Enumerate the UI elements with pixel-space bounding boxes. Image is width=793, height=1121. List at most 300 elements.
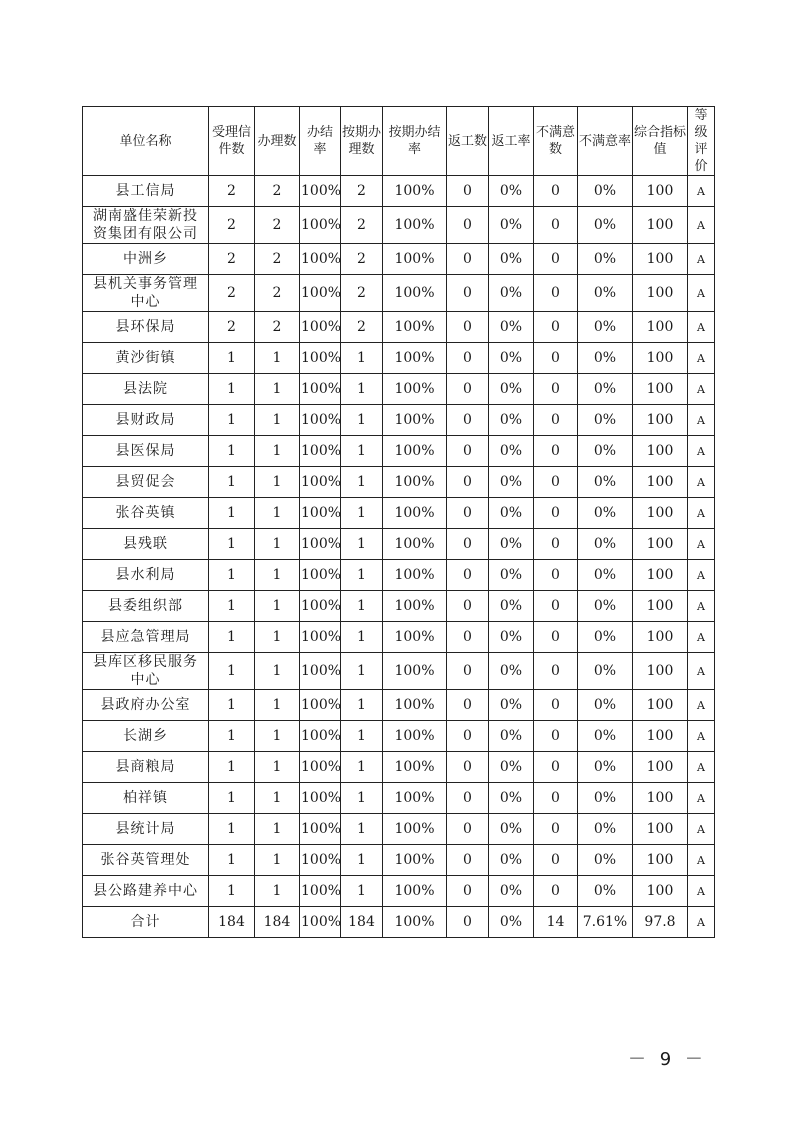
cell-rework-rate: 0% — [489, 529, 534, 560]
cell-grade: A — [688, 845, 715, 876]
cell-handled: 1 — [255, 436, 300, 467]
table-body — [83, 176, 715, 938]
cell-rework-rate: 0% — [489, 622, 534, 653]
header-row — [83, 107, 715, 176]
cell-on-time-count: 2 — [341, 176, 383, 207]
header-rework-count: 返工数 — [447, 107, 489, 176]
cell-unit-name: 柏祥镇 — [83, 783, 209, 814]
cell-handled: 1 — [255, 783, 300, 814]
cell-on-time-count: 1 — [341, 467, 383, 498]
cell-rework-count: 0 — [447, 814, 489, 845]
cell-rework-count: 0 — [447, 374, 489, 405]
cell-grade: A — [688, 783, 715, 814]
cell-received: 2 — [209, 207, 255, 244]
cell-rework-count: 0 — [447, 752, 489, 783]
cell-dissatisfied-count: 0 — [534, 207, 578, 244]
cell-rework-rate: 0% — [489, 498, 534, 529]
table-row — [83, 653, 715, 690]
cell-handled: 1 — [255, 560, 300, 591]
header-dissatisfied-count: 不满意数 — [534, 107, 578, 176]
cell-dissatisfied-rate: 0% — [578, 467, 633, 498]
cell-completion-rate: 100% — [300, 560, 341, 591]
cell-dissatisfied-rate: 0% — [578, 591, 633, 622]
table-row — [83, 876, 715, 907]
cell-unit-name: 县医保局 — [83, 436, 209, 467]
cell-unit-name: 合计 — [83, 907, 209, 938]
cell-dissatisfied-count: 0 — [534, 343, 578, 374]
cell-received: 1 — [209, 498, 255, 529]
cell-rework-count: 0 — [447, 560, 489, 591]
cell-on-time-rate: 100% — [383, 783, 447, 814]
cell-dissatisfied-count: 0 — [534, 653, 578, 690]
cell-rework-rate: 0% — [489, 343, 534, 374]
cell-dissatisfied-rate: 0% — [578, 405, 633, 436]
cell-on-time-rate: 100% — [383, 275, 447, 312]
cell-completion-rate: 100% — [300, 653, 341, 690]
cell-dissatisfied-count: 0 — [534, 721, 578, 752]
cell-composite-index: 100 — [633, 721, 688, 752]
cell-dissatisfied-rate: 0% — [578, 752, 633, 783]
table-row — [83, 207, 715, 244]
cell-unit-name: 县政府办公室 — [83, 690, 209, 721]
cell-on-time-count: 1 — [341, 653, 383, 690]
cell-rework-rate: 0% — [489, 591, 534, 622]
cell-rework-count: 0 — [447, 845, 489, 876]
cell-unit-name: 县机关事务管理中心 — [83, 275, 209, 312]
cell-composite-index: 100 — [633, 591, 688, 622]
cell-dissatisfied-rate: 0% — [578, 275, 633, 312]
cell-dissatisfied-count: 0 — [534, 529, 578, 560]
cell-rework-rate: 0% — [489, 814, 534, 845]
cell-dissatisfied-rate: 0% — [578, 374, 633, 405]
cell-rework-rate: 0% — [489, 845, 534, 876]
cell-received: 1 — [209, 876, 255, 907]
cell-received: 1 — [209, 436, 255, 467]
cell-grade: A — [688, 721, 715, 752]
cell-unit-name: 县财政局 — [83, 405, 209, 436]
cell-handled: 1 — [255, 529, 300, 560]
cell-received: 1 — [209, 405, 255, 436]
cell-completion-rate: 100% — [300, 436, 341, 467]
cell-dissatisfied-count: 0 — [534, 275, 578, 312]
cell-on-time-count: 1 — [341, 783, 383, 814]
cell-dissatisfied-rate: 0% — [578, 560, 633, 591]
cell-received: 2 — [209, 312, 255, 343]
cell-grade: A — [688, 374, 715, 405]
cell-handled: 2 — [255, 207, 300, 244]
cell-grade: A — [688, 690, 715, 721]
cell-dissatisfied-count: 0 — [534, 374, 578, 405]
cell-dissatisfied-rate: 0% — [578, 176, 633, 207]
cell-composite-index: 100 — [633, 690, 688, 721]
cell-rework-rate: 0% — [489, 405, 534, 436]
cell-on-time-count: 184 — [341, 907, 383, 938]
cell-on-time-rate: 100% — [383, 498, 447, 529]
cell-completion-rate: 100% — [300, 721, 341, 752]
cell-on-time-rate: 100% — [383, 207, 447, 244]
table-row — [83, 498, 715, 529]
cell-rework-count: 0 — [447, 405, 489, 436]
cell-completion-rate: 100% — [300, 374, 341, 405]
cell-received: 1 — [209, 752, 255, 783]
cell-rework-rate: 0% — [489, 244, 534, 275]
cell-rework-count: 0 — [447, 436, 489, 467]
cell-handled: 2 — [255, 176, 300, 207]
cell-on-time-rate: 100% — [383, 653, 447, 690]
cell-grade: A — [688, 752, 715, 783]
cell-completion-rate: 100% — [300, 343, 341, 374]
cell-dissatisfied-rate: 0% — [578, 814, 633, 845]
cell-on-time-rate: 100% — [383, 405, 447, 436]
cell-on-time-rate: 100% — [383, 622, 447, 653]
cell-grade: A — [688, 591, 715, 622]
table-row — [83, 176, 715, 207]
cell-dissatisfied-count: 0 — [534, 783, 578, 814]
cell-rework-count: 0 — [447, 312, 489, 343]
cell-completion-rate: 100% — [300, 622, 341, 653]
cell-on-time-count: 1 — [341, 752, 383, 783]
cell-grade: A — [688, 312, 715, 343]
cell-rework-rate: 0% — [489, 560, 534, 591]
cell-on-time-rate: 100% — [383, 436, 447, 467]
cell-dissatisfied-rate: 0% — [578, 783, 633, 814]
cell-rework-count: 0 — [447, 876, 489, 907]
cell-on-time-count: 1 — [341, 436, 383, 467]
cell-completion-rate: 100% — [300, 207, 341, 244]
cell-dissatisfied-rate: 7.61% — [578, 907, 633, 938]
cell-rework-count: 0 — [447, 498, 489, 529]
cell-on-time-count: 1 — [341, 845, 383, 876]
cell-dissatisfied-rate: 0% — [578, 244, 633, 275]
cell-on-time-rate: 100% — [383, 176, 447, 207]
header-completion-rate: 办结率 — [300, 107, 341, 176]
cell-handled: 1 — [255, 374, 300, 405]
cell-received: 1 — [209, 783, 255, 814]
cell-composite-index: 100 — [633, 374, 688, 405]
table-row — [83, 529, 715, 560]
cell-unit-name: 县公路建养中心 — [83, 876, 209, 907]
cell-handled: 2 — [255, 244, 300, 275]
cell-on-time-rate: 100% — [383, 752, 447, 783]
cell-on-time-rate: 100% — [383, 312, 447, 343]
table-row — [83, 845, 715, 876]
cell-completion-rate: 100% — [300, 529, 341, 560]
cell-rework-rate: 0% — [489, 907, 534, 938]
cell-dissatisfied-rate: 0% — [578, 343, 633, 374]
cell-unit-name: 县残联 — [83, 529, 209, 560]
cell-dissatisfied-count: 0 — [534, 436, 578, 467]
cell-received: 1 — [209, 622, 255, 653]
cell-unit-name: 黄沙街镇 — [83, 343, 209, 374]
cell-handled: 1 — [255, 591, 300, 622]
cell-composite-index: 100 — [633, 560, 688, 591]
cell-completion-rate: 100% — [300, 498, 341, 529]
cell-received: 1 — [209, 560, 255, 591]
cell-on-time-rate: 100% — [383, 467, 447, 498]
cell-rework-rate: 0% — [489, 653, 534, 690]
cell-grade: A — [688, 176, 715, 207]
cell-rework-count: 0 — [447, 721, 489, 752]
cell-grade: A — [688, 814, 715, 845]
cell-dissatisfied-count: 0 — [534, 312, 578, 343]
cell-composite-index: 100 — [633, 752, 688, 783]
header-rework-rate: 返工率 — [489, 107, 534, 176]
cell-rework-count: 0 — [447, 783, 489, 814]
cell-completion-rate: 100% — [300, 591, 341, 622]
cell-on-time-count: 2 — [341, 244, 383, 275]
cell-received: 2 — [209, 275, 255, 312]
cell-composite-index: 100 — [633, 275, 688, 312]
cell-rework-rate: 0% — [489, 436, 534, 467]
cell-rework-rate: 0% — [489, 275, 534, 312]
cell-received: 1 — [209, 653, 255, 690]
cell-composite-index: 100 — [633, 244, 688, 275]
cell-dissatisfied-rate: 0% — [578, 312, 633, 343]
cell-received: 1 — [209, 374, 255, 405]
cell-completion-rate: 100% — [300, 312, 341, 343]
table-row — [83, 312, 715, 343]
cell-dissatisfied-count: 0 — [534, 498, 578, 529]
cell-on-time-count: 1 — [341, 591, 383, 622]
cell-dissatisfied-rate: 0% — [578, 653, 633, 690]
table-row — [83, 244, 715, 275]
cell-grade: A — [688, 622, 715, 653]
cell-unit-name: 县库区移民服务中心 — [83, 653, 209, 690]
table-row — [83, 275, 715, 312]
cell-on-time-rate: 100% — [383, 814, 447, 845]
header-handled: 办理数 — [255, 107, 300, 176]
cell-handled: 1 — [255, 845, 300, 876]
cell-dissatisfied-count: 0 — [534, 876, 578, 907]
cell-dissatisfied-rate: 0% — [578, 690, 633, 721]
cell-rework-rate: 0% — [489, 752, 534, 783]
table-row — [83, 783, 715, 814]
cell-received: 1 — [209, 591, 255, 622]
cell-handled: 2 — [255, 275, 300, 312]
cell-received: 2 — [209, 244, 255, 275]
cell-received: 184 — [209, 907, 255, 938]
cell-on-time-count: 1 — [341, 374, 383, 405]
cell-composite-index: 100 — [633, 343, 688, 374]
header-on-time-count: 按期办理数 — [341, 107, 383, 176]
cell-on-time-rate: 100% — [383, 560, 447, 591]
cell-dissatisfied-count: 0 — [534, 560, 578, 591]
cell-handled: 1 — [255, 752, 300, 783]
cell-dissatisfied-count: 0 — [534, 752, 578, 783]
cell-handled: 184 — [255, 907, 300, 938]
cell-received: 1 — [209, 845, 255, 876]
cell-on-time-count: 1 — [341, 560, 383, 591]
cell-rework-rate: 0% — [489, 312, 534, 343]
cell-rework-rate: 0% — [489, 176, 534, 207]
cell-composite-index: 100 — [633, 467, 688, 498]
cell-handled: 1 — [255, 622, 300, 653]
cell-unit-name: 县商粮局 — [83, 752, 209, 783]
cell-received: 1 — [209, 690, 255, 721]
cell-dissatisfied-count: 0 — [534, 176, 578, 207]
cell-dissatisfied-count: 0 — [534, 845, 578, 876]
cell-dissatisfied-count: 0 — [534, 244, 578, 275]
cell-on-time-count: 1 — [341, 622, 383, 653]
cell-composite-index: 100 — [633, 312, 688, 343]
cell-handled: 1 — [255, 343, 300, 374]
cell-received: 1 — [209, 814, 255, 845]
cell-unit-name: 县统计局 — [83, 814, 209, 845]
cell-handled: 1 — [255, 876, 300, 907]
cell-handled: 1 — [255, 721, 300, 752]
cell-on-time-count: 1 — [341, 343, 383, 374]
cell-completion-rate: 100% — [300, 467, 341, 498]
cell-unit-name: 县水利局 — [83, 560, 209, 591]
cell-dissatisfied-count: 0 — [534, 690, 578, 721]
cell-on-time-count: 1 — [341, 529, 383, 560]
cell-composite-index: 100 — [633, 529, 688, 560]
page-number: － 9 － — [628, 1049, 707, 1070]
cell-completion-rate: 100% — [300, 876, 341, 907]
cell-dissatisfied-rate: 0% — [578, 622, 633, 653]
cell-composite-index: 100 — [633, 436, 688, 467]
cell-handled: 2 — [255, 312, 300, 343]
cell-grade: A — [688, 907, 715, 938]
cell-completion-rate: 100% — [300, 244, 341, 275]
cell-grade: A — [688, 467, 715, 498]
cell-dissatisfied-rate: 0% — [578, 498, 633, 529]
cell-handled: 1 — [255, 814, 300, 845]
cell-received: 1 — [209, 467, 255, 498]
header-unit-name: 单位名称 — [83, 107, 209, 176]
cell-completion-rate: 100% — [300, 176, 341, 207]
cell-rework-count: 0 — [447, 207, 489, 244]
cell-dissatisfied-rate: 0% — [578, 721, 633, 752]
cell-completion-rate: 100% — [300, 845, 341, 876]
cell-rework-rate: 0% — [489, 690, 534, 721]
cell-handled: 1 — [255, 467, 300, 498]
cell-grade: A — [688, 436, 715, 467]
cell-completion-rate: 100% — [300, 814, 341, 845]
cell-received: 1 — [209, 529, 255, 560]
table-row — [83, 622, 715, 653]
cell-rework-rate: 0% — [489, 207, 534, 244]
total-row — [83, 907, 715, 938]
cell-rework-rate: 0% — [489, 374, 534, 405]
cell-on-time-rate: 100% — [383, 907, 447, 938]
cell-completion-rate: 100% — [300, 783, 341, 814]
cell-dissatisfied-count: 0 — [534, 467, 578, 498]
cell-grade: A — [688, 498, 715, 529]
cell-rework-rate: 0% — [489, 721, 534, 752]
cell-on-time-count: 1 — [341, 721, 383, 752]
table-row — [83, 814, 715, 845]
header-dissatisfied-rate: 不满意率 — [578, 107, 633, 176]
cell-on-time-rate: 100% — [383, 374, 447, 405]
cell-on-time-count: 2 — [341, 275, 383, 312]
cell-rework-count: 0 — [447, 343, 489, 374]
cell-grade: A — [688, 876, 715, 907]
cell-unit-name: 县委组织部 — [83, 591, 209, 622]
table-row — [83, 405, 715, 436]
cell-on-time-rate: 100% — [383, 244, 447, 275]
table-row — [83, 721, 715, 752]
cell-on-time-count: 1 — [341, 405, 383, 436]
cell-composite-index: 100 — [633, 653, 688, 690]
cell-rework-count: 0 — [447, 467, 489, 498]
cell-grade: A — [688, 343, 715, 374]
cell-rework-count: 0 — [447, 244, 489, 275]
cell-received: 1 — [209, 721, 255, 752]
cell-on-time-rate: 100% — [383, 876, 447, 907]
cell-rework-count: 0 — [447, 529, 489, 560]
cell-dissatisfied-rate: 0% — [578, 845, 633, 876]
table-row — [83, 591, 715, 622]
cell-on-time-rate: 100% — [383, 690, 447, 721]
header-on-time-rate: 按期办结率 — [383, 107, 447, 176]
cell-unit-name: 张谷英管理处 — [83, 845, 209, 876]
cell-unit-name: 县应急管理局 — [83, 622, 209, 653]
cell-dissatisfied-rate: 0% — [578, 207, 633, 244]
cell-grade: A — [688, 244, 715, 275]
table-row — [83, 467, 715, 498]
cell-unit-name: 县环保局 — [83, 312, 209, 343]
cell-composite-index: 97.8 — [633, 907, 688, 938]
cell-composite-index: 100 — [633, 814, 688, 845]
cell-on-time-count: 1 — [341, 814, 383, 845]
cell-received: 2 — [209, 176, 255, 207]
cell-unit-name: 中洲乡 — [83, 244, 209, 275]
cell-dissatisfied-rate: 0% — [578, 436, 633, 467]
cell-rework-rate: 0% — [489, 876, 534, 907]
cell-handled: 1 — [255, 690, 300, 721]
cell-composite-index: 100 — [633, 405, 688, 436]
cell-composite-index: 100 — [633, 845, 688, 876]
cell-rework-count: 0 — [447, 275, 489, 312]
cell-unit-name: 湖南盛佳荣新投资集团有限公司 — [83, 207, 209, 244]
cell-composite-index: 100 — [633, 176, 688, 207]
cell-dissatisfied-count: 0 — [534, 405, 578, 436]
cell-unit-name: 县贸促会 — [83, 467, 209, 498]
cell-handled: 1 — [255, 405, 300, 436]
cell-dissatisfied-count: 14 — [534, 907, 578, 938]
cell-received: 1 — [209, 343, 255, 374]
cell-on-time-rate: 100% — [383, 343, 447, 374]
header-composite-index: 综合指标值 — [633, 107, 688, 176]
cell-handled: 1 — [255, 498, 300, 529]
table-row — [83, 690, 715, 721]
cell-unit-name: 张谷英镇 — [83, 498, 209, 529]
cell-rework-count: 0 — [447, 622, 489, 653]
cell-composite-index: 100 — [633, 207, 688, 244]
cell-grade: A — [688, 405, 715, 436]
cell-completion-rate: 100% — [300, 752, 341, 783]
cell-completion-rate: 100% — [300, 690, 341, 721]
table-row — [83, 343, 715, 374]
cell-grade: A — [688, 560, 715, 591]
cell-composite-index: 100 — [633, 783, 688, 814]
cell-grade: A — [688, 207, 715, 244]
table-row — [83, 752, 715, 783]
cell-dissatisfied-count: 0 — [534, 622, 578, 653]
cell-rework-rate: 0% — [489, 783, 534, 814]
cell-rework-count: 0 — [447, 591, 489, 622]
cell-completion-rate: 100% — [300, 907, 341, 938]
cell-dissatisfied-count: 0 — [534, 814, 578, 845]
cell-on-time-rate: 100% — [383, 721, 447, 752]
cell-rework-count: 0 — [447, 176, 489, 207]
cell-composite-index: 100 — [633, 498, 688, 529]
cell-completion-rate: 100% — [300, 405, 341, 436]
evaluation-table — [82, 106, 715, 938]
cell-grade: A — [688, 275, 715, 312]
cell-unit-name: 长湖乡 — [83, 721, 209, 752]
